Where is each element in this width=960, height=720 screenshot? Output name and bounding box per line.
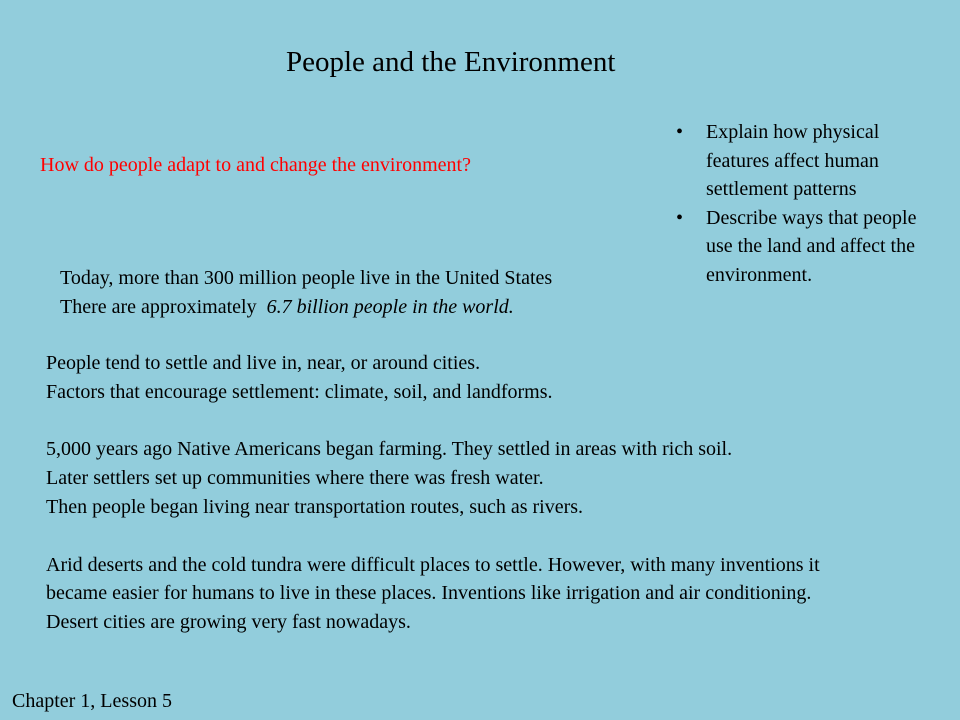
world-population-line xyxy=(60,293,552,322)
paragraph-line: Then people began living near transportation routes, such as rivers. xyxy=(46,495,584,518)
paragraph-spacer xyxy=(46,522,858,551)
world-population-prefix: There are approximately xyxy=(60,296,267,318)
paragraph-line: Factors that encourage settlement: climate, soil, and landforms. xyxy=(46,380,553,403)
paragraph-text: Arid deserts and the cold tundra were difficult places to settle. However, with many inventions it became easier for humans to live in these places. Inventions like irrigation and air conditioning. Desert cities are growing very fast nowadays. xyxy=(46,553,820,634)
paragraph-line: Later settlers set up communities where there was fresh water. xyxy=(46,467,544,490)
bullet-icon: • xyxy=(676,206,684,229)
objective-item xyxy=(674,118,944,204)
paragraph-line: 5,000 years ago Native Americans began farming. They settled in areas with rich soil. xyxy=(46,438,733,461)
essential-question: How do people adapt to and change the environment? xyxy=(40,154,471,176)
lesson-footer: Chapter 1, Lesson 5 xyxy=(12,690,172,712)
world-population-figure: 6.7 billion people in the world. xyxy=(266,296,514,318)
objectives-list xyxy=(674,118,944,289)
population-facts xyxy=(60,264,552,322)
paragraph-spacer xyxy=(46,407,858,436)
us-population-line: Today, more than 300 million people live in the United States xyxy=(60,267,553,289)
objective-text: Describe ways that people use the land and affect the environment. xyxy=(706,206,917,286)
paragraph-line: People tend to settle and live in, near, or around cities. xyxy=(46,352,481,374)
bullet-icon: • xyxy=(676,121,684,143)
slide-title: People and the Environment xyxy=(286,46,616,78)
lesson-body xyxy=(46,349,858,637)
objective-item xyxy=(674,204,944,290)
objective-text: Explain how physical features affect human settlement patterns xyxy=(706,121,880,200)
